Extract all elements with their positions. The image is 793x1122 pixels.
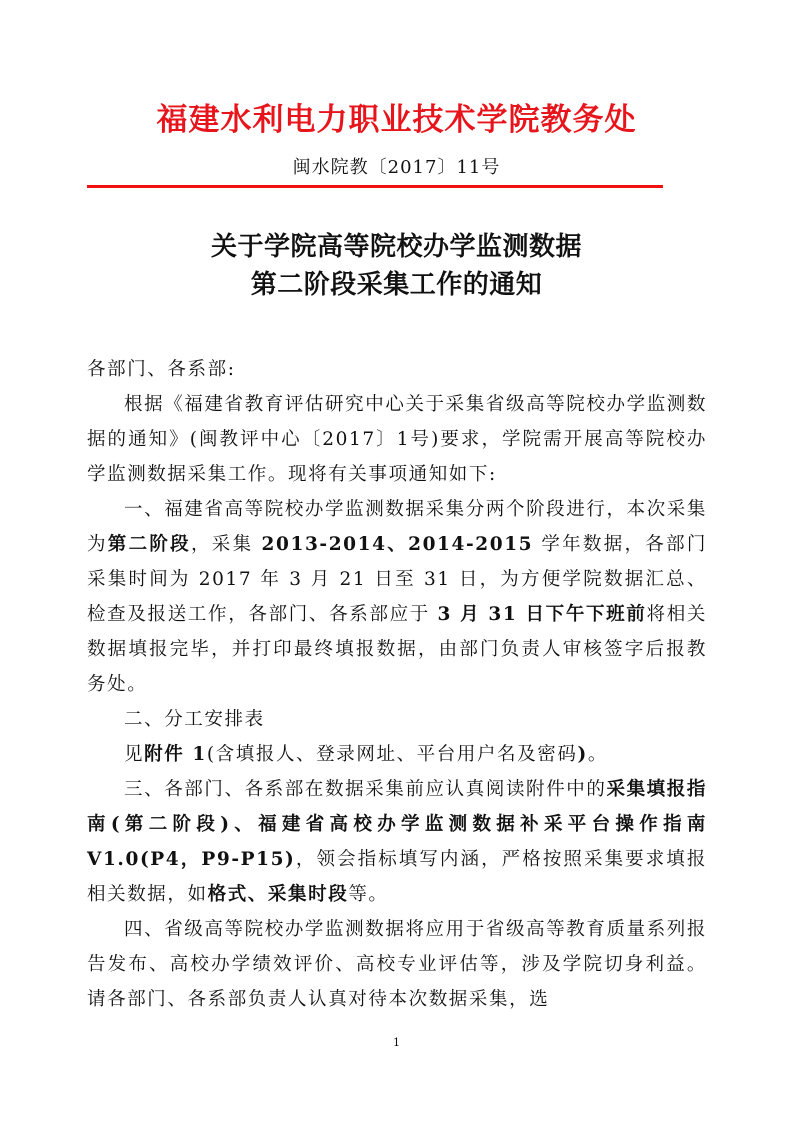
salutation: 各部门、各系部: (87, 359, 236, 380)
text: 学年数据，各部门采集时间为 2017 年 3 月 21 日至 31 日，为方便学院数据汇总、检查及报送工作，各部门、各系部应于 (87, 534, 707, 625)
emphasis: 2013-2014、2014-2015 (261, 534, 534, 555)
emphasis-attachment: 附件 1 (144, 744, 207, 765)
paragraph-intro: 根据《福建省教育评估研究中心关于采集省级高等院校办学监测数据的通知》(闽教评中心〔2017〕1号)要求，学院需开展高等院校办学监测数据采集工作。现将有关事项通知如下: (87, 394, 707, 485)
text: 一、福建省高等院校办学监测数据采集分两个阶段进行，本次采集为 (87, 499, 707, 555)
paragraph-item-1 (87, 492, 707, 702)
text: ，领会指标填写内涵，严格按照采集要求填报相关数据，如 (87, 849, 707, 905)
text: 等。 (348, 884, 389, 905)
text: (含填报人、登录网址、平台用户名及密码 (206, 744, 578, 765)
emphasis: 第二阶段 (107, 534, 191, 555)
emphasis-deadline: 3 月 31 日下午下班前 (437, 604, 647, 625)
text: 见 (124, 744, 145, 765)
page-number: 1 (393, 1036, 400, 1049)
document-number: 闽水院教〔2017〕11号 (292, 157, 501, 178)
text: 将相关数据填报完毕，并打印最终填报数据，由部门负责人审核签字后报教务处。 (87, 604, 707, 695)
title-line-1: 关于学院高等院校办学监测数据 (210, 232, 582, 262)
paragraph-attachment (87, 737, 707, 772)
emphasis: ) (577, 744, 588, 765)
text: ，采集 (190, 534, 262, 555)
red-divider-line (87, 185, 663, 188)
title-line-2: 第二阶段采集工作的通知 (250, 270, 543, 300)
emphasis: 格式、采集时段 (207, 884, 349, 905)
paragraph-item-4: 四、省级高等院校办学监测数据将应用于省级高等教育质量系列报告发布、高校办学绩效评价、高校专业评估等，涉及学院切身利益。请各部门、各系部负责人认真对待本次数据采集，选 (87, 919, 707, 1010)
paragraph-item-2: 二、分工安排表 (124, 709, 265, 730)
emphasis-guide: 采集填报指南(第二阶段)、福建省高校办学监测数据补采平台操作指南 V1.0(P4，P9-P15) (87, 779, 707, 870)
notice-title (0, 228, 793, 304)
paragraph-item-3 (87, 772, 707, 912)
notice-body (87, 352, 707, 1017)
org-header-title: 福建水利电力职业技术学院教务处 (156, 102, 637, 138)
text: 三、各部门、各系部在数据采集前应认真阅读附件中的 (124, 779, 607, 800)
text: 。 (587, 744, 608, 765)
